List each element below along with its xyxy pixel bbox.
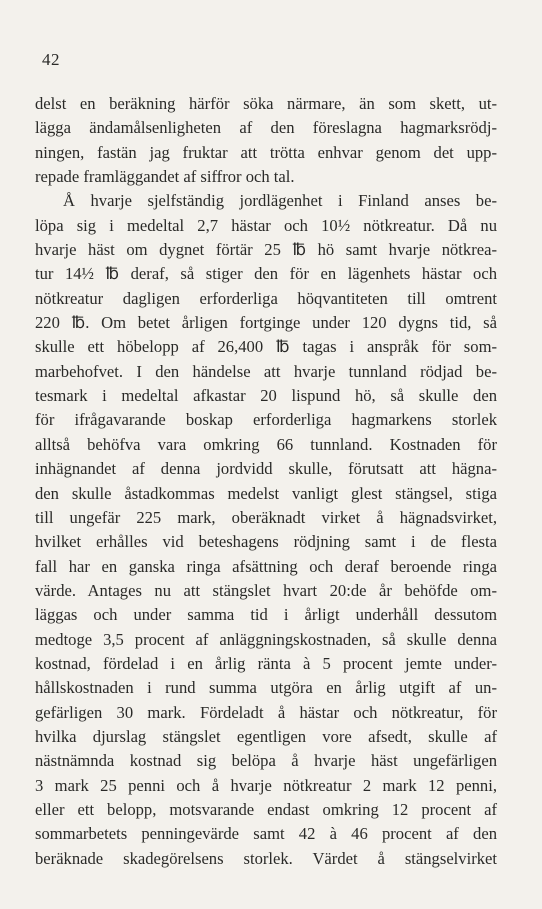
text-line: ningen, fastän jag fruktar att trötta enhvar genom det upp- <box>35 142 497 162</box>
text-line: repade framläggandet af siffror och tal. <box>35 167 295 187</box>
text-line: gefärligen 30 mark. Fördeladt å hästar och nötkreatur, för <box>35 702 497 722</box>
body-text <box>35 92 497 871</box>
text-line: den skulle åstadkommas medelst vanligt glest stängsel, stiga <box>35 483 497 503</box>
page-number: 42 <box>42 50 60 69</box>
text-line: fall har en ganska ringa afsättning och deraf beroende ringa <box>35 556 497 576</box>
text-line: för ifrågavarande boskap erforderliga hagmarkens storlek <box>35 410 497 430</box>
text-line: sommarbetets penningevärde samt 42 à 46 procent af den <box>35 824 497 844</box>
text-line: 220 ℔. Om betet årligen fortginge under 120 dygns tid, så <box>35 313 497 333</box>
text-line: löpa sig i medeltal 2,7 hästar och 10½ nötkreatur. Då nu <box>35 215 497 235</box>
text-line: inhägnandet af denna jordvidd skulle, förutsatt att hägna- <box>35 459 497 479</box>
text-line: nötkreatur dagligen erforderliga höqvantiteten till omtrent <box>35 288 497 308</box>
text-line: 3 mark 25 penni och å hvarje nötkreatur 2 mark 12 penni, <box>35 775 497 795</box>
text-line: beräknade skadegörelsens storlek. Värdet å stängselvirket <box>35 848 497 868</box>
text-line: delst en beräkning härför söka närmare, än som skett, ut- <box>35 94 497 113</box>
text-line: tesmark i medeltal afkastar 20 lispund hö, så skulle den <box>35 386 497 406</box>
text-line: medtoge 3,5 procent af anläggningskostnaden, så skulle denna <box>35 629 497 649</box>
text-line: marbehofvet. I den händelse att hvarje tunnland rödjad be- <box>35 361 497 381</box>
text-line: Å hvarje sjelfständig jordlägenhet i Finland anses be- <box>63 191 497 211</box>
text-line: skulle ett höbelopp af 26,400 ℔ tagas i anspråk för som- <box>35 337 497 357</box>
text-line: kostnad, fördelad i en årlig ränta à 5 procent jemte under- <box>35 653 497 673</box>
text-line: lägga ändamålsenligheten af den föreslagna hagmarksrödj- <box>35 118 497 138</box>
text-line: till ungefär 225 mark, oberäknadt virket å hägnadsvirket, <box>35 507 497 527</box>
text-line: hvarje häst om dygnet förtär 25 ℔ hö samt hvarje nötkrea- <box>35 240 497 260</box>
text-line: eller ett belopp, motsvarande endast omkring 12 procent af <box>35 799 497 819</box>
text-line: läggas och under samma tid i årligt underhåll dessutom <box>35 605 497 625</box>
text-line: alltså behöfva vara omkring 66 tunnland. Kostnaden för <box>35 434 497 454</box>
text-line: nästnämnda kostnad sig belöpa å hvarje häst ungefärligen <box>35 751 497 771</box>
text-line: hvilka djurslag stängslet egentligen vore afsedt, skulle af <box>35 726 497 746</box>
text-line: hvilket erhålles vid beteshagens rödjning samt i de flesta <box>35 532 497 552</box>
text-line: tur 14½ ℔ deraf, så stiger den för en lägenhets hästar och <box>35 264 497 284</box>
text-line: hållskostnaden i rund summa utgöra en årlig utgift af un- <box>35 678 497 698</box>
text-line: värde. Antages nu att stängslet hvart 20:de år behöfde om- <box>35 580 497 600</box>
